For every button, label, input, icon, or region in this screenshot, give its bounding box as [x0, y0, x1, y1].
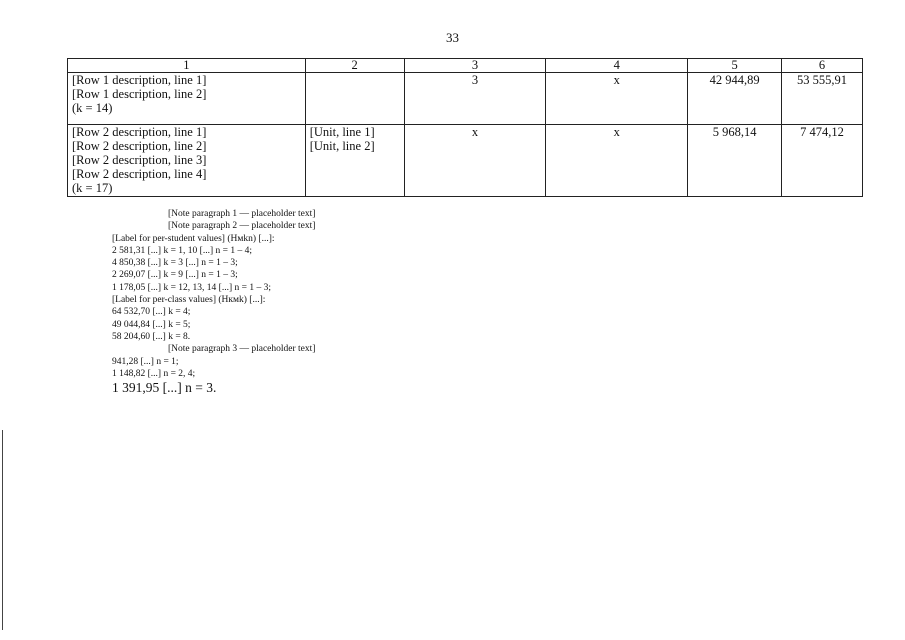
per-class-label: [Label for per-class values] (Нкмk) [...]:	[112, 295, 266, 306]
unit-cell	[305, 125, 404, 197]
value-cell: 5 968,14	[688, 125, 782, 197]
value-cell: 53 555,91	[782, 73, 863, 125]
column-header: 3	[404, 59, 546, 73]
note-paragraph: [Note paragraph 2 — placeholder text]	[168, 221, 316, 232]
norm-value: 64 532,70 [...] k = 4;	[112, 307, 191, 318]
row-description-cell	[68, 125, 306, 197]
description-line: [Row 2 description, line 1]	[72, 125, 207, 139]
norm-value: 941,28 [...] n = 1;	[112, 356, 179, 367]
norm-value: 4 850,38 [...] k = 3 [...] n = 1 – 3;	[112, 258, 238, 269]
column-header: 1	[68, 59, 306, 73]
norm-value: 2 581,31 [...] k = 1, 10 [...] n = 1 – 4;	[112, 245, 253, 256]
note-block	[75, 208, 860, 396]
norm-value: 58 204,60 [...] k = 8.	[112, 331, 191, 342]
scan-margin-line	[2, 430, 3, 630]
norm-value-last: 1 391,95 [...] n = 3.	[112, 380, 217, 396]
table-row	[68, 125, 863, 197]
value-cell: x	[546, 125, 688, 197]
column-header: 5	[688, 59, 782, 73]
table-row	[68, 73, 863, 125]
unit-line: [Unit, line 2]	[309, 139, 375, 153]
value-cell: x	[546, 73, 688, 125]
norm-value: 2 269,07 [...] k = 9 [...] n = 1 – 3;	[112, 270, 238, 281]
norm-value: 49 044,84 [...] k = 5;	[112, 319, 191, 330]
description-line: [Row 2 description, line 4]	[72, 167, 207, 181]
column-header: 2	[305, 59, 404, 73]
column-header: 6	[782, 59, 863, 73]
norm-value: 1 178,05 [...] k = 12, 13, 14 [...] n = 1 – 3;	[112, 282, 272, 293]
description-line: (k = 14)	[72, 101, 113, 115]
description-line: [Row 1 description, line 2]	[72, 87, 207, 101]
norm-value: 1 148,82 [...] n = 2, 4;	[112, 368, 196, 379]
value-cell: 7 474,12	[782, 125, 863, 197]
unit-line: [Unit, line 1]	[309, 125, 375, 139]
row-description-cell	[68, 73, 306, 125]
data-table	[67, 58, 863, 197]
table-header-row	[68, 59, 863, 73]
description-line: [Row 2 description, line 3]	[72, 153, 207, 167]
unit-cell	[305, 73, 404, 125]
value-cell: x	[404, 125, 546, 197]
per-student-label: [Label for per-student values] (Нмkn) [...]:	[112, 233, 275, 244]
value-cell: 42 944,89	[688, 73, 782, 125]
note-paragraph: [Note paragraph 1 — placeholder text]	[168, 209, 316, 219]
description-line: (k = 17)	[72, 181, 113, 195]
value-cell: 3	[404, 73, 546, 125]
description-line: [Row 1 description, line 1]	[72, 73, 207, 87]
note-paragraph: [Note paragraph 3 — placeholder text]	[168, 344, 316, 355]
page-number: 33	[446, 30, 459, 45]
description-line: [Row 2 description, line 2]	[72, 139, 207, 153]
column-header: 4	[546, 59, 688, 73]
